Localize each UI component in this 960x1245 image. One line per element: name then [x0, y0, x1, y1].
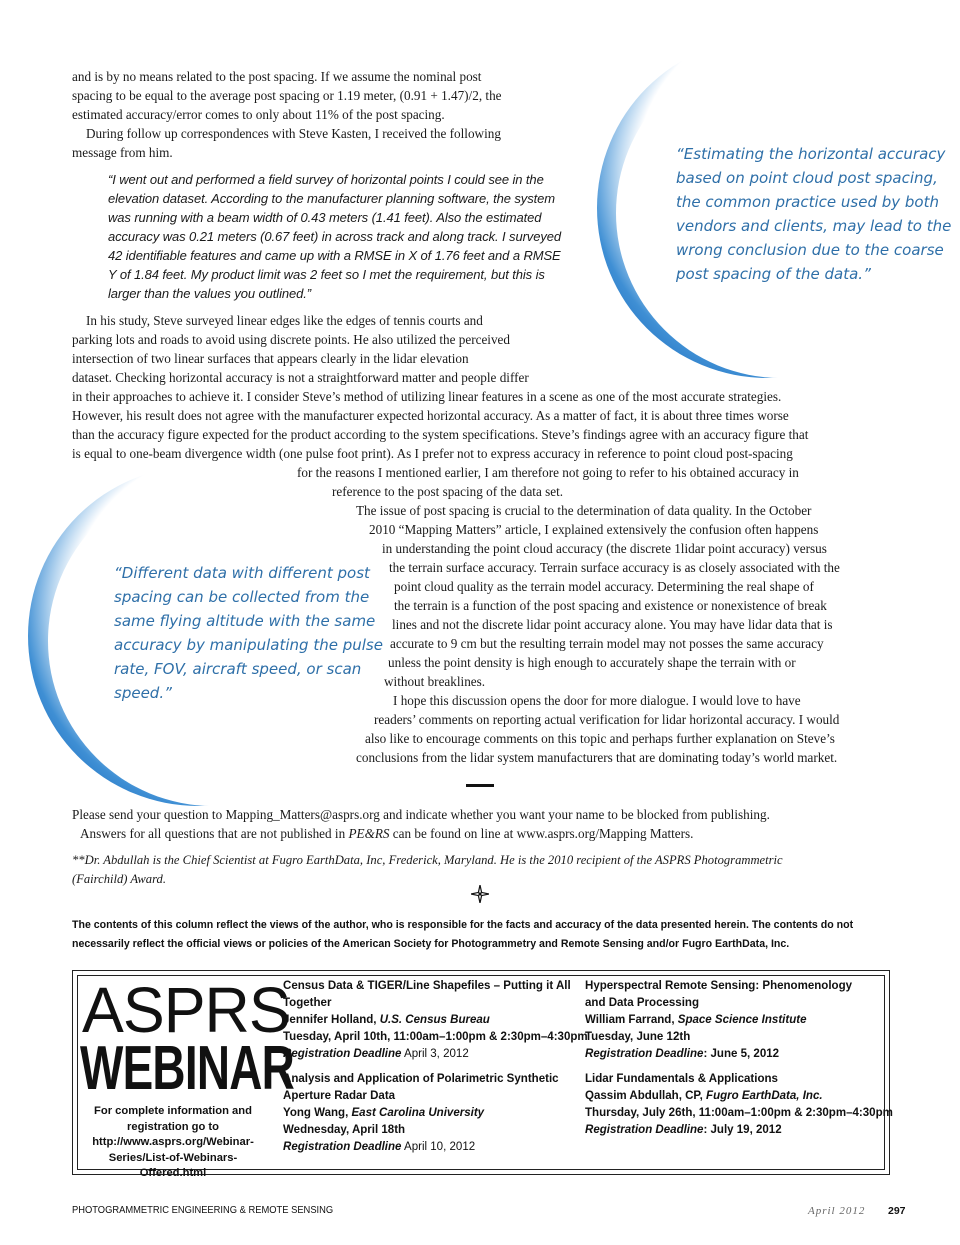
page-number: 297 [888, 1205, 906, 1217]
pull-quote-line: accuracy by manipulating the pulse [114, 636, 383, 654]
webinar-presenter [585, 1087, 893, 1104]
body-line: is equal to one-beam divergence width (one pulse foot print). As I prefer not to express accuracy in reference to point cloud post-spacing [72, 446, 793, 461]
body-line: estimated accuracy/error comes to only about 11% of the post spacing. [72, 107, 445, 122]
disclaimer-line: necessarily reflect the official views or policies of the American Society for Photogrammetry and Remote Sensing and/or Fugro EarthData, Inc. [72, 938, 790, 950]
body-line: spacing to be equal to the average post spacing or 1.19 meter, (0.91 + 1.47)/2, the [72, 88, 502, 103]
author-bio-line: **Dr. Abdullah is the Chief Scientist at Fugro EarthData, Inc, Frederick, Maryland. He is the 2010 recipient of the ASPRS Photogrammetric [72, 853, 783, 867]
pull-quote-top [676, 142, 951, 286]
quote-line: “I went out and performed a field survey of horizontal points I could see in the [108, 172, 544, 187]
deadline-value: April 10, 2012 [401, 1139, 476, 1153]
webinar-title: and Data Processing [585, 995, 699, 1009]
webinar-presenter [585, 1011, 893, 1028]
body-line: reference to the post spacing of the data set. [332, 484, 564, 499]
quote-line: Y of 1.84 feet. My product limit was 2 feet so I met the requirement, but this is [108, 267, 545, 282]
body-line: readers’ comments on reporting actual verification for lidar horizontal accuracy. I would [374, 712, 840, 727]
pull-quote-line: based on point cloud post spacing, [676, 169, 938, 187]
webinar-deadline [283, 1138, 588, 1155]
body-line: the terrain surface accuracy. Terrain surface accuracy is as closely associated with the [389, 560, 840, 575]
star-ornament-icon [471, 885, 489, 903]
pull-quote-line: vendors and clients, may lead to the [676, 217, 952, 235]
deadline-value: : July 19, 2012 [703, 1122, 782, 1136]
presenter-org: East Carolina University [351, 1105, 485, 1119]
body-line: I hope this discussion opens the door for more dialogue. I would love to have [393, 693, 801, 708]
deadline-label: Registration Deadline [283, 1139, 402, 1153]
webinar-deadline [283, 1045, 588, 1062]
presenter-name: William Farrand, [585, 1012, 678, 1026]
presenter-org: Fugro EarthData, Inc. [706, 1088, 823, 1102]
pull-quote-line: speed.” [114, 684, 172, 702]
webinar-title: Census Data & TIGER/Line Shapefiles – Putting it All [283, 978, 571, 992]
body-line: in understanding the point cloud accuracy (the discrete 1lidar point accuracy) versus [382, 541, 827, 556]
pull-quote-line: the common practice used by both [676, 193, 939, 211]
webinar-title: Lidar Fundamentals & Applications [585, 1071, 778, 1085]
body-line: However, his result does not agree with the manufacturer expected horizontal accuracy. As a matter of fact, it is about three times worse [72, 408, 789, 423]
webinar-date: Thursday, July 26th, 11:00am–1:00pm & 2:30pm–4:30pm [585, 1105, 893, 1119]
pull-quote-line: spacing can be collected from the [114, 588, 370, 606]
body-line: accurate to 9 cm but the resulting terrain model may not posses the same accuracy [390, 636, 824, 651]
webinar-info: For complete information and registration go to http://www.asprs.org/Webinar-Series/List-of-Webinars-Offered.html [92, 1105, 254, 1179]
deadline-value: : June 5, 2012 [703, 1046, 780, 1060]
presenter-name: Jennifer Holland, [283, 1012, 380, 1026]
webinar-date: Tuesday, April 10th, 11:00am–1:00pm & 2:30pm–4:30pm [283, 1029, 588, 1043]
pull-quote-line: rate, FOV, aircraft speed, or scan [114, 660, 362, 678]
body-line: the terrain is a function of the post spacing and existence or nonexistence of break [394, 598, 827, 613]
quote-line: accuracy was 0.21 meters (0.67 feet) in across track and along track. I surveyed [108, 229, 561, 244]
body-line: without breaklines. [384, 674, 486, 689]
webinar-title: Together [283, 995, 332, 1009]
pull-quote-line: wrong conclusion due to the coarse [676, 241, 944, 259]
pull-quote-line: “Estimating the horizontal accuracy [676, 145, 946, 163]
webinar-column-1 [283, 977, 611, 1155]
pull-quote-line: “Different data with different post [114, 564, 370, 582]
presenter-org: U.S. Census Bureau [379, 1012, 490, 1026]
presenter-org: Space Science Institute [677, 1012, 807, 1026]
pull-quote-line: post spacing of the data.” [676, 265, 871, 283]
section-divider [466, 784, 494, 787]
spacer [283, 1062, 611, 1070]
body-line: in their approaches to achieve it. I consider Steve’s method of utilizing linear features in a scene as one of the most accurate strategies. [72, 389, 782, 404]
deadline-label: Registration Deadline [283, 1046, 402, 1060]
deadline-label: Registration Deadline [585, 1046, 704, 1060]
webinar-presenter [283, 1104, 588, 1121]
body-line: unless the point density is high enough to accurately shape the terrain with or [388, 655, 796, 670]
body-line: intersection of two linear surfaces that appears clearly in the lidar elevation [72, 351, 469, 366]
pull-quote-line: same flying altitude with the same [114, 612, 376, 630]
webinar-logo-text: WEBINAR [80, 1034, 295, 1103]
body-line: 2010 “Mapping Matters” article, I explained extensively the confusion often happens [369, 522, 819, 537]
body-line: The issue of post spacing is crucial to the determination of data quality. In the October [356, 503, 812, 518]
body-line: message from him. [72, 145, 173, 160]
disclaimer-line: The contents of this column reflect the views of the author, who is responsible for the facts and accuracy of the data presented herein. The contents do not [72, 919, 854, 931]
send-note-line [80, 824, 693, 843]
asprs-logo-text: ASPRS [82, 974, 290, 1046]
webinar-presenter [283, 1011, 588, 1028]
body-line: dataset. Checking horizontal accuracy is not a straightforward matter and people differ [72, 370, 529, 385]
body-line: parking lots and roads to avoid using discrete points. He also utilized the perceived [72, 332, 511, 347]
spacer [585, 1062, 916, 1070]
presenter-name: Yong Wang, [283, 1105, 352, 1119]
deadline-label: Registration Deadline [585, 1122, 704, 1136]
presenter-name: Qassim Abdullah, CP, [585, 1088, 707, 1102]
webinar-date: Tuesday, June 12th [585, 1029, 691, 1043]
webinar-date: Wednesday, April 18th [283, 1122, 406, 1136]
journal-footer: PHOTOGRAMMETRIC ENGINEERING & REMOTE SENSING [72, 1205, 334, 1216]
body-line: lines and not the discrete lidar point accuracy alone. You may have lidar data that is [392, 617, 833, 632]
body-line: point cloud quality as the terrain model accuracy. Determining the real shape of [394, 579, 814, 594]
journal-name: PE&RS [348, 826, 390, 841]
issue-date: April 2012 [808, 1205, 866, 1217]
body-line: also like to encourage comments on this topic and perhaps further explanation on Steve’s [365, 731, 835, 746]
send-note-text: Answers for all questions that are not published in [80, 826, 349, 841]
body-line: and is by no means related to the post spacing. If we assume the nominal post [72, 69, 482, 84]
quote-line: was running with a beam width of 0.43 meters (1.41 feet). Also the estimated [108, 210, 542, 225]
pull-quote-bottom [114, 561, 383, 705]
webinar-deadline [585, 1121, 893, 1138]
send-note-text: can be found on line at www.asprs.org/Mapping Matters. [389, 826, 694, 841]
body-line: conclusions from the lidar system manufacturers that are dominating today’s world market. [356, 750, 838, 765]
webinar-title: Analysis and Application of Polarimetric Synthetic [283, 1071, 559, 1085]
webinar-column-2 [585, 977, 916, 1138]
webinar-title: Hyperspectral Remote Sensing: Phenomenology [585, 978, 853, 992]
deadline-value: April 3, 2012 [401, 1046, 469, 1060]
body-line: than the accuracy figure expected for the product according to the system specifications. Steve’s findings agree with an accuracy figure that [72, 427, 809, 442]
body-line: for the reasons I mentioned earlier, I am therefore not going to refer to his obtained accuracy in [297, 465, 799, 480]
body-line: During follow up correspondences with Steve Kasten, I received the following [86, 126, 501, 141]
webinar-deadline [585, 1045, 893, 1062]
quote-line: 42 identifiable features and came up with a RMSE in X of 1.76 feet and a RMSE [108, 248, 561, 263]
quote-line: elevation dataset. According to the manufacturer planning software, the system [108, 191, 555, 206]
quote-line: larger than the values you outlined.” [108, 286, 311, 301]
webinar-title: Aperture Radar Data [283, 1088, 396, 1102]
body-line: In his study, Steve surveyed linear edges like the edges of tennis courts and [86, 313, 483, 328]
author-bio-line: (Fairchild) Award. [72, 872, 166, 886]
send-note-line: Please send your question to Mapping_Matters@asprs.org and indicate whether you want your name to be blocked from publishing. [72, 807, 770, 822]
